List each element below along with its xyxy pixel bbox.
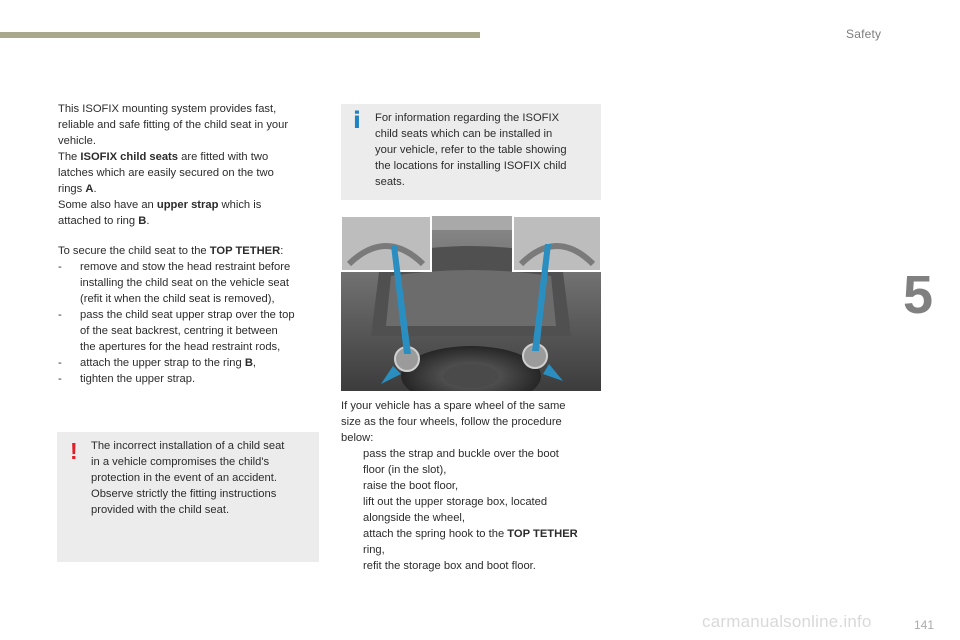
list-item: - tighten the upper strap. [58, 373, 196, 385]
upper-strap-text: Some also have an upper strap which is attached to ring B. [58, 199, 262, 227]
warning-box [57, 432, 319, 562]
header-rule [0, 32, 480, 38]
info-text: For information regarding the ISOFIX child seats which can be installed in your vehicle, refer to the table showing the locations for installing ISOFIX child seats. [375, 112, 567, 188]
isofix-intro [58, 101, 322, 229]
top-tether-procedure [58, 243, 322, 387]
list-item: - attach the upper strap to the ring B, [58, 357, 257, 369]
spare-wheel-procedure [341, 398, 603, 574]
list-item: pass the strap and buckle over the boot floor (in the slot), [363, 448, 559, 476]
list-item: lift out the upper storage box, located alongside the wheel, [363, 496, 548, 524]
top-tether-heading: To secure the child seat to the TOP TETHER: [58, 245, 284, 257]
list-item: refit the storage box and boot floor. [363, 560, 536, 572]
info-box [341, 104, 601, 200]
section-title: Safety [846, 27, 882, 41]
warning-text: The incorrect installation of a child seat in a vehicle compromises the child's protection in the event of an accident. Observe strictly the fitting instructions provided with the child seat. [91, 440, 285, 516]
list-item: - remove and stow the head restraint before installing the child seat on the vehicle seat (refit it when the child seat is removed), [58, 261, 291, 305]
list-item: attach the spring hook to the TOP TETHER ring, [363, 528, 578, 556]
intro-text: This ISOFIX mounting system provides fast, reliable and safe fitting of the child seat in your vehicle. [58, 103, 289, 147]
list-item: raise the boot floor, [363, 480, 459, 492]
watermark[interactable]: carmanualsonline.info [702, 612, 872, 631]
spare-wheel-intro: If your vehicle has a spare wheel of the same size as the four wheels, follow the procedure below: [341, 400, 566, 444]
boot-photo-illustration [341, 216, 601, 391]
isofix-seats-text: The ISOFIX child seats are fitted with two latches which are easily secured on the two rings A. [58, 151, 274, 195]
chapter-number: 5 [903, 265, 934, 325]
list-item: - pass the child seat upper strap over the top of the seat backrest, centring it between the apertures for the head restraint rods, [58, 309, 295, 353]
info-icon: i [353, 108, 361, 134]
page-number: 141 [914, 618, 935, 632]
boot-anchor-photo [341, 216, 601, 391]
warning-icon: ! [70, 438, 78, 464]
